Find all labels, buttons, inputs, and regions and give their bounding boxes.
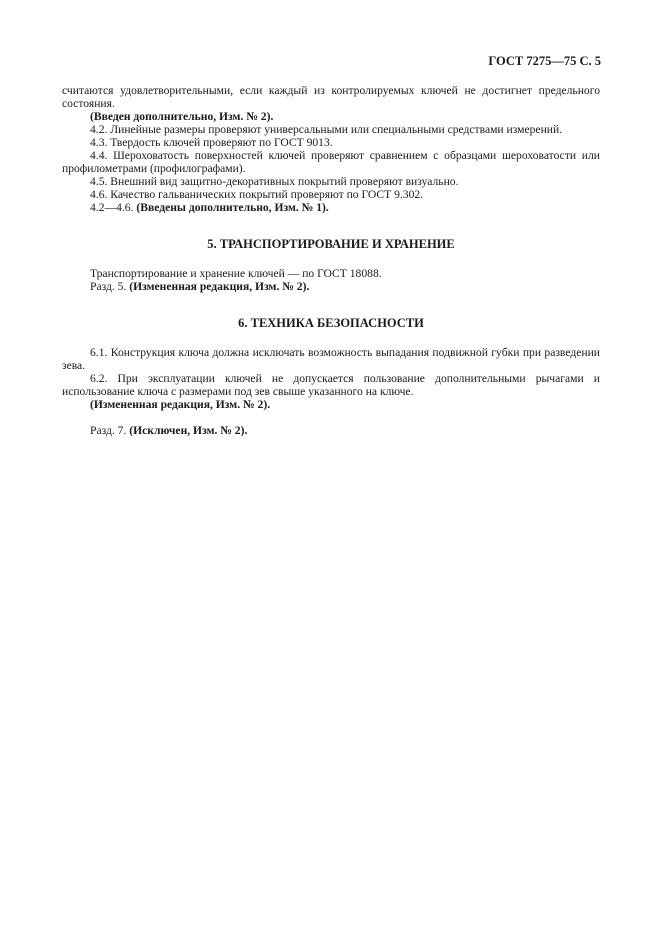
paragraph-5: Транспортирование и хранение ключей — по ГОСТ 18088.: [90, 267, 382, 280]
amendment-section-5: [62, 280, 600, 293]
section-6-title: 6. ТЕХНИКА БЕЗОПАСНОСТИ: [238, 316, 424, 330]
paragraph-4-5: 4.5. Внешний вид защитно-декоративных покрытий проверяют визуально.: [90, 175, 459, 188]
amendment-prefix: Разд. 5.: [90, 280, 127, 293]
paragraph-4-2: 4.2. Линейные размеры проверяют универсальными или специальными средствами измерений.: [90, 123, 563, 136]
paragraph-4-6: 4.6. Качество гальванических покрытий проверяют по ГОСТ 9.302.: [90, 188, 424, 201]
section-7-prefix: Разд. 7.: [90, 424, 127, 437]
amendment-note: (Введены дополнительно, Изм. № 1).: [136, 201, 329, 214]
paragraph-6-2: 6.2. При эксплуатации ключей не допускается пользование дополнительными рычагами и использование ключа с размерами под зев свыше указанного на ключе.: [62, 372, 600, 398]
paragraph-4-1-cont: считаются удовлетворительными, если каждый из контролируемых ключей не достигнет предельного состояния.: [62, 84, 600, 110]
page-header: ГОСТ 7275—75 С. 5: [488, 54, 601, 68]
paragraph-4-4: 4.4. Шероховатость поверхностей ключей проверяют сравнением с образцами шероховатости или профилометрами (профилографами).: [62, 149, 600, 175]
amendment-prefix: 4.2—4.6.: [90, 201, 134, 214]
amendment-note: (Измененная редакция, Изм. № 2).: [129, 280, 310, 293]
section-5-title: 5. ТРАНСПОРТИРОВАНИЕ И ХРАНЕНИЕ: [207, 237, 455, 251]
document-body: [62, 84, 600, 437]
paragraph-4-3: 4.3. Твердость ключей проверяют по ГОСТ 9013.: [90, 136, 333, 149]
amendment-note: (Введен дополнительно, Изм. № 2).: [90, 110, 274, 123]
paragraph-6-1: 6.1. Конструкция ключа должна исключать возможность выпадания подвижной губки при разведении зева.: [62, 346, 600, 372]
amendment-note: (Измененная редакция, Изм. № 2).: [90, 398, 271, 411]
amendment-note: (Исключен, Изм. № 2).: [129, 424, 248, 437]
amendment-4-2-4-6: [62, 201, 600, 214]
section-7-note: [62, 424, 600, 437]
